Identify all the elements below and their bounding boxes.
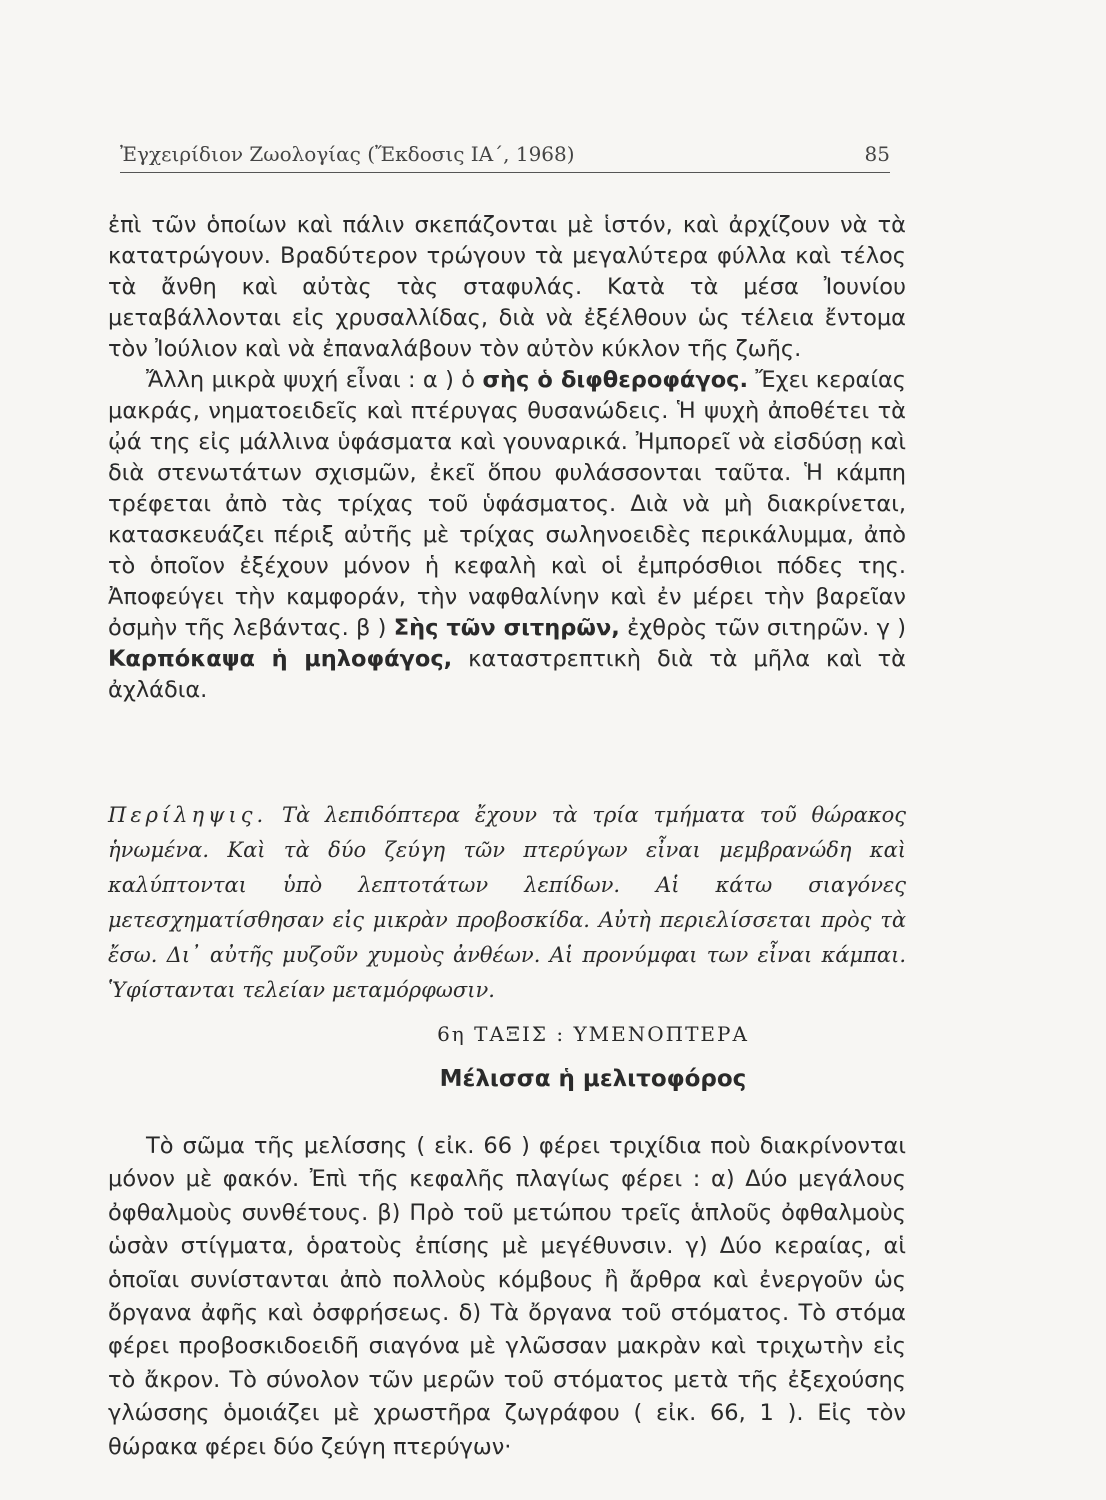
book-title: Ἐγχειρίδιον Ζωολογίας (Ἔκδοσις ΙΑ΄, 1968) xyxy=(120,142,575,166)
paragraph-1: ἐπὶ τῶν ὁποίων καὶ πάλιν σκεπάζονται μὲ ἱστόν, καὶ ἀρχίζουν νὰ τὰ κατατρώγουν. Βραδύτερον τρώγουν τὰ μεγαλύτερα φύλλα καὶ τέλος τὰ ἄνθη καὶ αὐτὰς τὰς σταφυλάς. Κατὰ τὰ μέσα Ἰουνίου μεταβάλλονται εἰς χρυσαλλίδας, διὰ νὰ ἐξέλθουν ὡς τέλεια ἔντομα τὸν Ἰούλιον καὶ νὰ ἐπαναλάβουν τὸν αὐτὸν κύκλον τῆς ζωῆς. xyxy=(108,212,906,362)
page-number: 85 xyxy=(864,142,890,166)
paragraph-3-text: Τὸ σῶμα τῆς μελίσσης ( εἰκ. 66 ) φέρει τριχίδια ποὺ διακρίνονται μόνον μὲ φακόν. Ἐπὶ τῆς κεφαλῆς πλαγίως φέρει : α) Δύο μεγάλους ὀφθαλμοὺς συνθέτους. β) Πρὸ τοῦ μετώπου τρεῖς ἁπλοῦς ὀφθαλμοὺς ὡσὰν στίγματα, ὁρατοὺς ἐπίσης μὲ μεγέθυνσιν. γ) Δύο κεραίας, αἱ ὁποῖαι συνίστανται ἀπὸ πολλοὺς κόμβους ἢ ἄρθρα καὶ ἐνεργοῦν ὡς ὄργανα ἀφῆς καὶ ὀσφρήσεως. δ) Τὰ ὄργανα τοῦ στόματος. Τὸ στόμα φέρει προβοσκιδοειδῆ σιαγόνα μὲ γλῶσσαν μακρὰν καὶ τριχωτὴν εἰς τὸ ἄκρον. Τὸ σύνολον τῶν μερῶν τοῦ στόματος μετὰ τῆς ἐξεχούσης γλώσσης ὁμοιάζει μὲ χρωστῆρα ζωγράφου ( εἰκ. 66, 1 ). Εἰς τὸν θώρακα φέρει δύο ζεύγη πτερύγων· xyxy=(108,1133,906,1460)
body-text-top xyxy=(108,210,906,706)
paragraph-3 xyxy=(108,1130,906,1464)
term-ses-siteron: Σὴς τῶν σιτηρῶν, xyxy=(393,615,620,641)
summary-label: Περίληψις. xyxy=(108,803,268,827)
summary-text: Τὰ λεπιδόπτερα ἔχουν τὰ τρία τμήματα τοῦ θώρακος ἡνωμένα. Καὶ τὰ δύο ζεύγη τῶν πτερύγων εἶναι μεμβρανώδη καὶ καλύπτονται ὑπὸ λεπτοτάτων λεπίδων. Αἱ κάτω σιαγόνες μετεσχηματίσθησαν εἰς μικρὰν προβοσκίδα. Αὐτὴ περιελίσσεται πρὸς τὰ ἔσω. Δι᾿ αὐτῆς μυζοῦν χυμοὺς ἀνθέων. Αἱ προνύμφαι των εἶναι κάμπαι. Ὑφίστανται τελείαν μεταμόρφωσιν. xyxy=(108,803,906,1002)
order-heading: 6η ΤΑΞΙΣ : ΥΜΕΝΟΠΤΕΡΑ xyxy=(437,1022,749,1046)
term-karpokapsa: Καρπόκαψα ἡ μηλοφάγος, xyxy=(108,646,453,672)
body-text-bottom xyxy=(108,1130,906,1464)
summary-paragraph xyxy=(108,798,906,1008)
paragraph-2-end: καταστρεπτικὴ διὰ τὰ μῆλα καὶ τὰ ἀχλάδια. xyxy=(108,646,906,703)
section-title: Μέλισσα ἡ μελιτοφόρος xyxy=(439,1066,747,1092)
paragraph-2-body: Ἔχει κεραίας μακράς, νηματοειδεῖς καὶ πτέρυγας θυσανώδεις. Ἡ ψυχὴ ἀποθέτει τὰ ᾠά της εἰς μάλλινα ὑφάσματα καὶ γουναρικά. Ἠμπορεῖ νὰ εἰσδύσῃ καὶ διὰ στενωτάτων σχισμῶν, ἐκεῖ ὅπου φυλάσσονται ταῦτα. Ἡ κάμπη τρέφεται ἀπὸ τὰς τρίχας τοῦ ὑφάσματος. Διὰ νὰ μὴ διακρίνεται, κατασκευάζει πέριξ αὐτῆς μὲ τρίχας σωληνοειδὲς περικάλυμμα, ἀπὸ τὸ ὁποῖον ἐξέχουν μόνον ἡ κεφαλὴ καὶ οἱ ἐμπρόσθιοι πόδες της. Ἀποφεύγει τὴν καμφοράν, τὴν ναφθαλίνην καὶ ἐν μέρει τὴν βαρεῖαν ὀσμὴν τῆς λεβάντας. β ) xyxy=(108,367,906,641)
running-header xyxy=(120,138,890,173)
paragraph-2 xyxy=(108,365,906,706)
paragraph-2-mid: ἐχθρὸς τῶν σιτηρῶν. γ ) xyxy=(619,615,906,641)
paragraph-2-intro: Ἄλλη μικρὰ ψυχή εἶναι : α ) ὁ xyxy=(146,367,483,393)
term-ses-diftherofagos: σὴς ὁ διφθεροφάγος. xyxy=(482,367,749,393)
